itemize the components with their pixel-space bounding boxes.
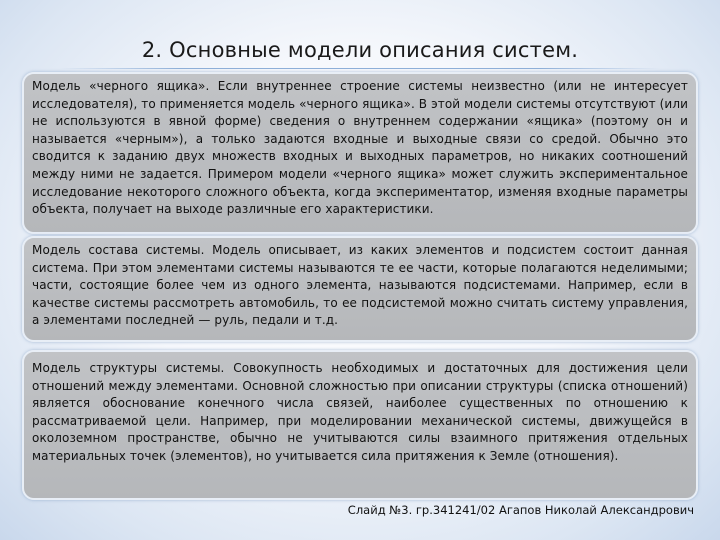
title-divider [60, 68, 660, 69]
composition-model-text: Модель состава системы. Модель описывает, из каких элементов и подсистем состоит данная система. При этом элементами системы называются те ее части, которые полагаются неделимыми; части, состоящие более чем из одного элемента, называются подсистемами. Например, если в качестве системы рассмотреть автомобиль, то ее подсистемой можно считать систему управления, а элементами последней — руль, педали и т.д. [32, 243, 688, 328]
slide-title: 2. Основные модели описания систем. [141, 38, 579, 62]
composition-model-block [22, 236, 698, 342]
structure-model-text: Модель структуры системы. Совокупность необходимых и достаточных для достижения цели отношений между элементами. Основной сложностью при описании структуры (списка отношений) является обоснование конечного числа связей, наиболее существенных по отношению к рассматриваемой цели. Например, при моделировании механической системы, движущейся в околоземном пространстве, обычно не учитываются силы взаимного притяжения отдельных материальных точек (элементов), но учитывается сила притяжения к Земле (отношения). [32, 361, 688, 463]
black-box-model-text: Модель «черного ящика». Если внутреннее строение системы неизвестно (или не интересует исследователя), то применяется модель «черного ящика». В этой модели системы отсутствуют (или не используются в явной форме) сведения о внутреннем содержании «ящика» (поэтому он и называется «черным»), а только задаются входные и выходные связи со средой. Обычно это сводится к заданию двух множеств входных и выходных параметров, но никаких соотношений между ними не задается. Примером модели «черного ящика» может служить экспериментальное исследование некоторого сложного объекта, когда экспериментатор, изменяя входные параметры объекта, получает на выходе различные его характеристики. [32, 79, 688, 217]
structure-model-block [22, 350, 698, 500]
slide-footer: Слайд №3. гр.341241/02 Агапов Николай Александрович [347, 503, 694, 517]
black-box-model-block [22, 72, 698, 234]
